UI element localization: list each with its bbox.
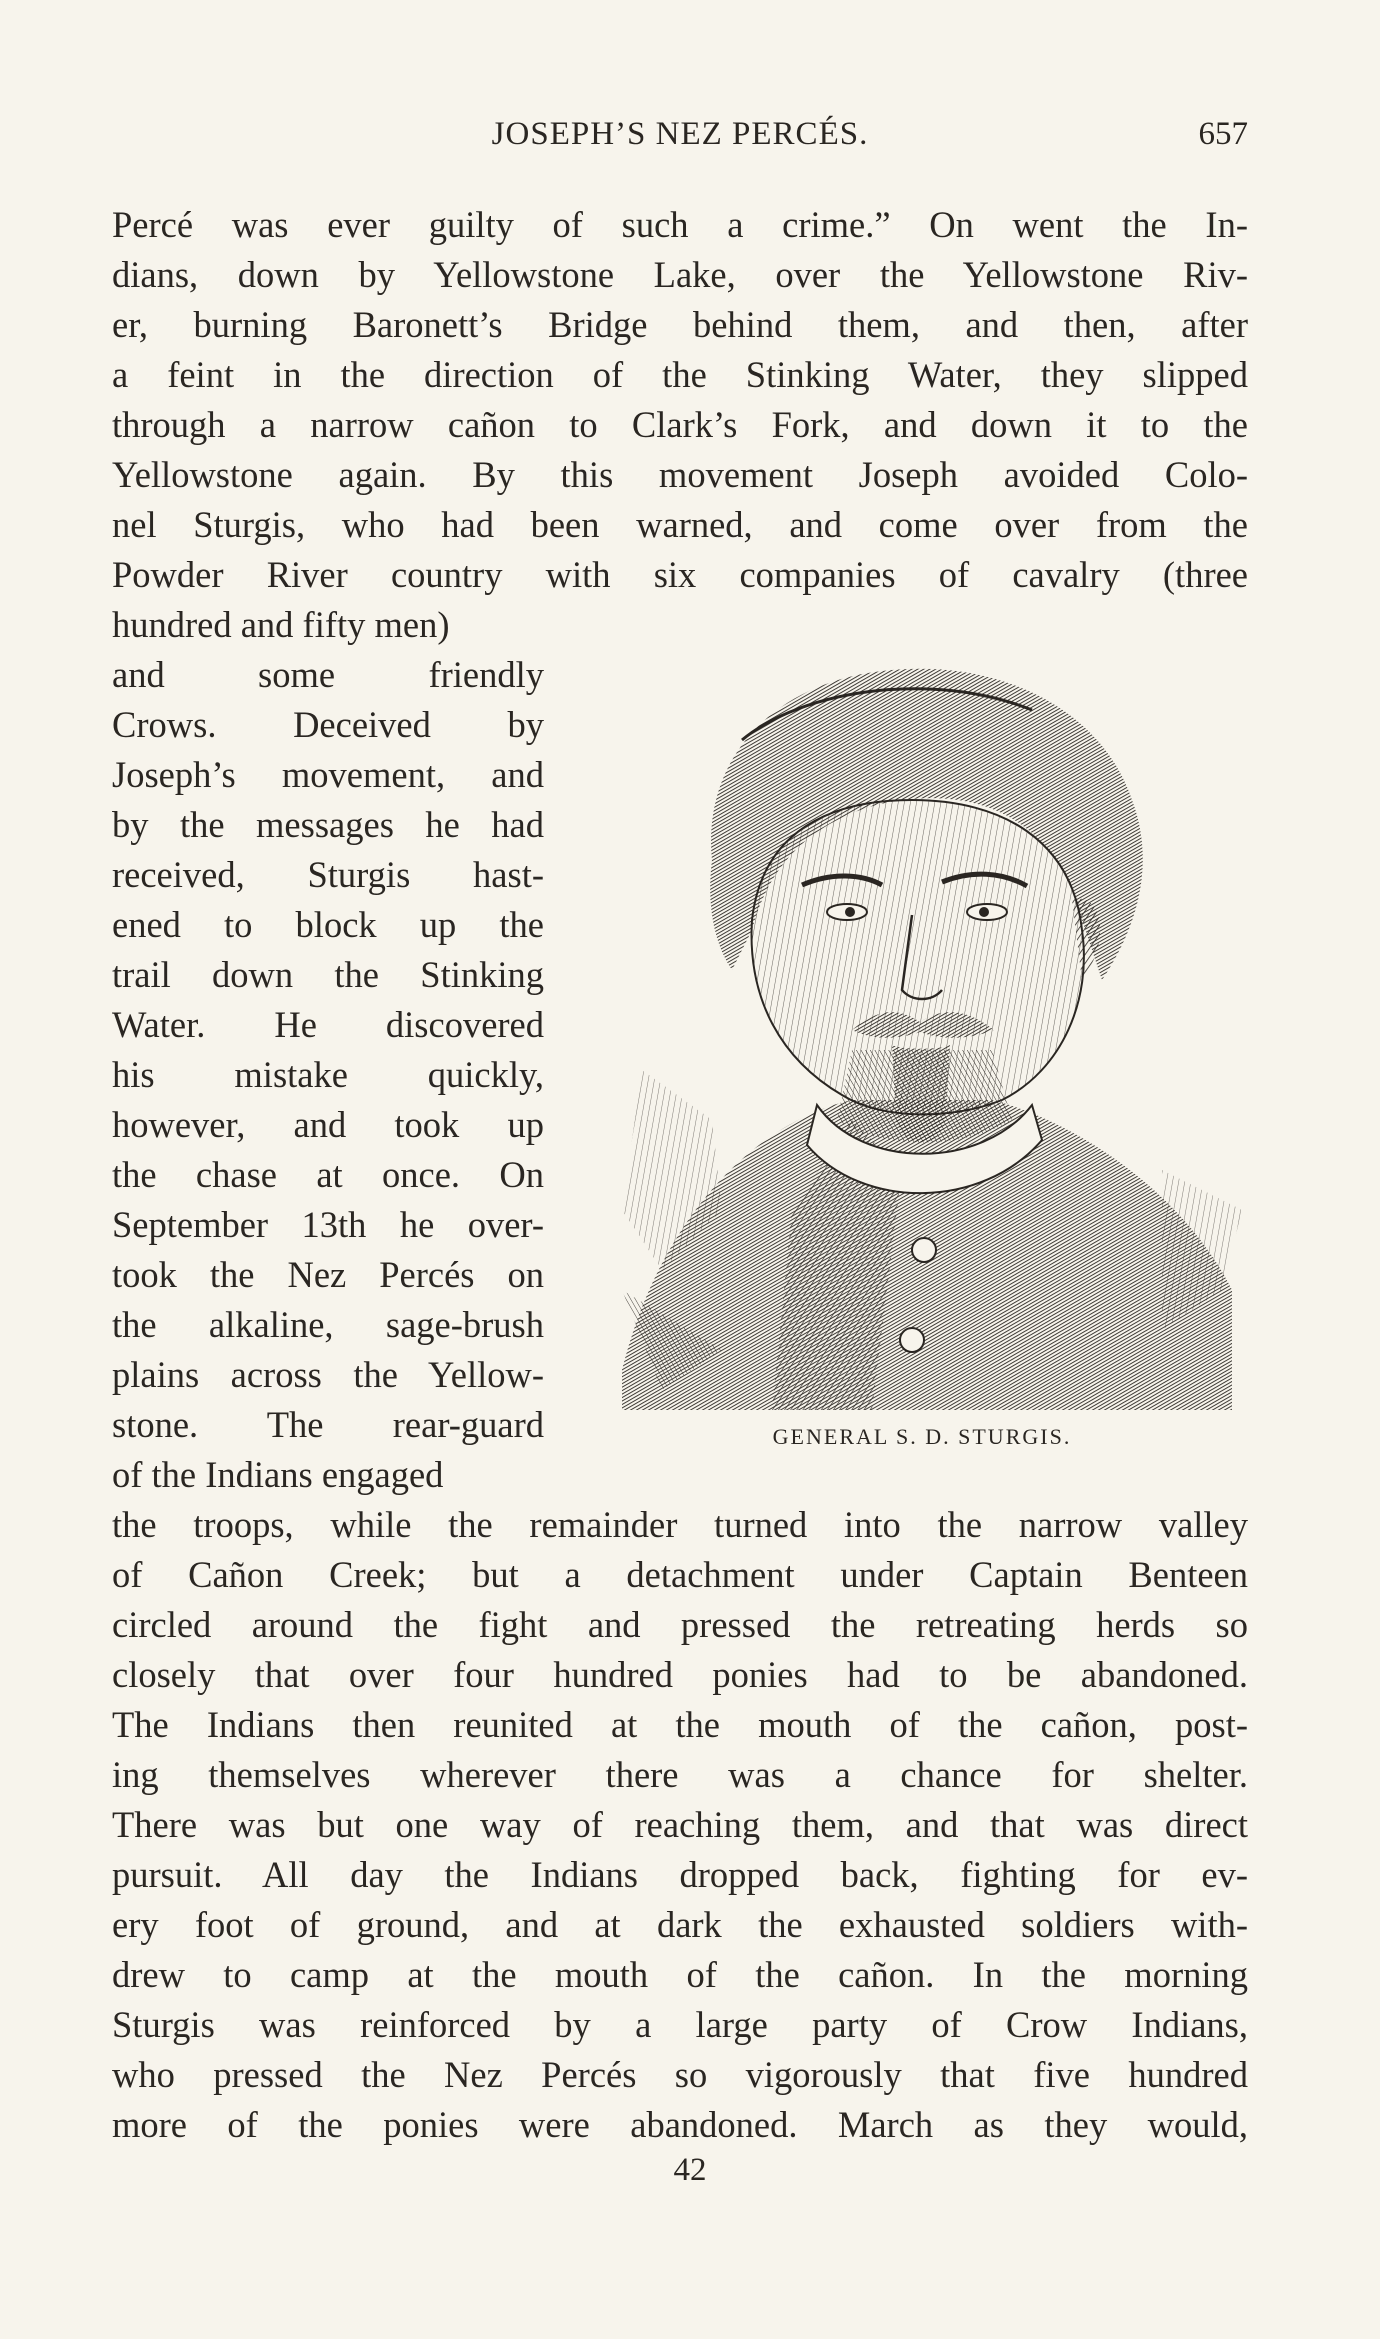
text-line: ing themselves wherever there was a chance for shelter. (112, 1754, 1248, 1795)
figure-caption: GENERAL S. D. STURGIS. (772, 1424, 1072, 1449)
text-line: plains across the Yellow- (112, 1354, 544, 1395)
text-line: pursuit. All day the Indians dropped back, fighting for ev- (112, 1854, 1248, 1895)
text-line: Crows. Deceived by (112, 704, 544, 745)
text-line: more of the ponies were abandoned. March as they would, (112, 2104, 1248, 2145)
text-line: Water. He discovered (112, 1004, 544, 1045)
signature-mark: 42 (673, 2152, 707, 2188)
running-title: JOSEPH’S NEZ PERCÉS. (491, 116, 869, 152)
text-line: his mistake quickly, (112, 1054, 544, 1095)
text-line: Powder River country with six companies of cavalry (three (112, 554, 1248, 595)
text-line: dians, down by Yellowstone Lake, over the Yellowstone Riv- (112, 254, 1248, 295)
text-line: of Cañon Creek; but a detachment under Captain Benteen (112, 1554, 1248, 1595)
text-line: through a narrow cañon to Clark’s Fork, and down it to the (112, 404, 1248, 445)
text-line: the chase at once. On (112, 1154, 544, 1195)
text-line: nel Sturgis, who had been warned, and come over from the (112, 504, 1248, 545)
text-line: Sturgis was reinforced by a large party of Crow Indians, (112, 2004, 1248, 2045)
portrait-illustration (602, 650, 1242, 1410)
text-line: ened to block up the (112, 904, 544, 945)
text-line: the troops, while the remainder turned into the narrow valley (112, 1504, 1248, 1545)
text-line: and some friendly (112, 654, 544, 695)
text-line: September 13th he over- (112, 1204, 544, 1245)
text-line: ery foot of ground, and at dark the exhausted soldiers with- (112, 1904, 1248, 1945)
text-line: received, Sturgis hast- (112, 854, 544, 895)
running-head (112, 116, 1248, 160)
text-line: a feint in the direction of the Stinking Water, they slipped (112, 354, 1248, 395)
coat-button (900, 1328, 924, 1352)
text-line: trail down the Stinking (112, 954, 544, 995)
text-line: who pressed the Nez Percés so vigorously that five hundred (112, 2054, 1248, 2095)
text-line: Yellowstone again. By this movement Joseph avoided Colo- (112, 454, 1248, 495)
coat-button (912, 1238, 936, 1262)
text-line: took the Nez Percés on (112, 1254, 544, 1295)
portrait-engraving (602, 650, 1242, 1410)
text-line: circled around the fight and pressed the retreating herds so (112, 1604, 1248, 1645)
goatee (892, 1045, 950, 1143)
text-line: There was but one way of reaching them, and that was direct (112, 1804, 1248, 1845)
text-line: drew to camp at the mouth of the cañon. In the morning (112, 1954, 1248, 1995)
text-line: hundred and fifty men) (112, 604, 450, 645)
text-line: stone. The rear-guard (112, 1404, 544, 1445)
text-line: the alkaline, sage-brush (112, 1304, 544, 1345)
text-line: by the messages he had (112, 804, 544, 845)
text-line: closely that over four hundred ponies had to be abandoned. (112, 1654, 1248, 1695)
text-line: Percé was ever guilty of such a crime.” On went the In- (112, 204, 1248, 245)
text-line: The Indians then reunited at the mouth of the cañon, post- (112, 1704, 1248, 1745)
text-line: of the Indians engaged (112, 1454, 444, 1495)
text-line: er, burning Baronett’s Bridge behind them, and then, after (112, 304, 1248, 345)
page-number: 657 (1198, 116, 1248, 152)
text-line: Joseph’s movement, and (112, 754, 544, 795)
text-line: however, and took up (112, 1104, 544, 1145)
